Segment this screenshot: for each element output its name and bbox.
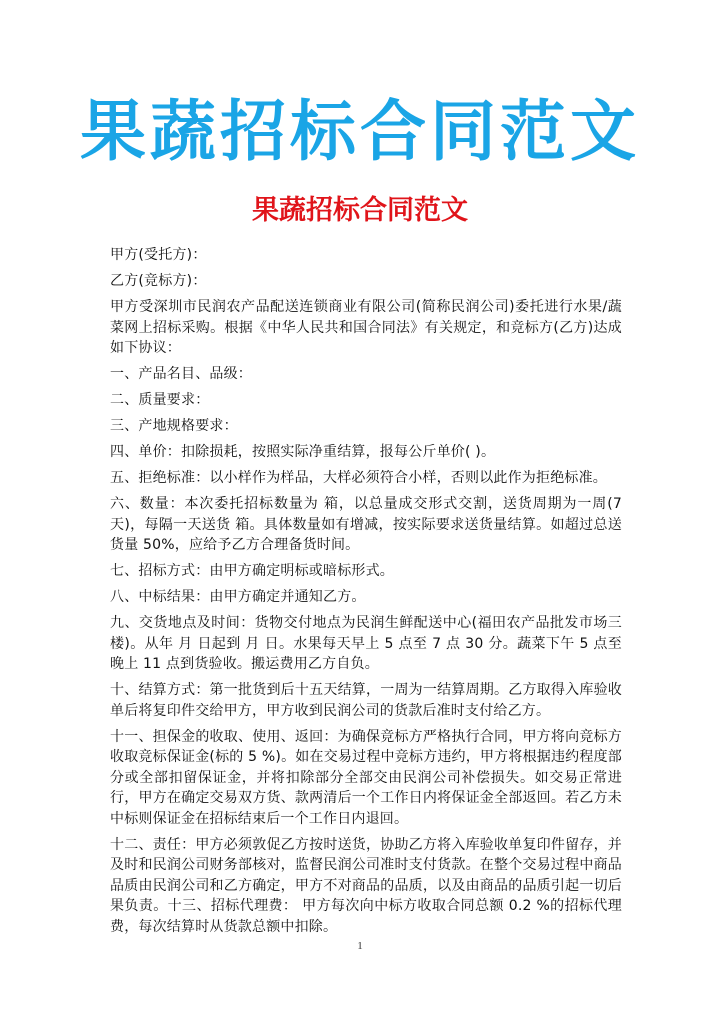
clause-8-bid-result: 八、中标结果：由甲方确定并通知乙方。 <box>110 589 366 605</box>
party-b-line: 乙方(竞标方)： <box>110 273 207 289</box>
clause-11-deposit: 十一、担保金的收取、使用、返回：为确保竞标方严格执行合同，甲方将向竞标方收取竞标保证金(标的 5 %)。如在交易过程中竞标方违约，甲方将根据违约程度部分或全部扣留保证金，并将扣除部分全部交由民润公司补偿损失。如交易正常进行，甲方在确定交易双方货、款两清后一个工作日内将保证金全部返回。若乙方未中标则保证金在招标结束后一个工作日内退回。 <box>110 728 622 827</box>
clause-4-unit-price: 四、单价：扣除损耗，按照实际净重结算，报每公斤单价( )。 <box>110 444 496 460</box>
preamble-paragraph: 甲方受深圳市民润农产品配送连锁商业有限公司(简称民润公司)委托进行水果/蔬菜网上招标采购。根据《中华人民共和国合同法》有关规定，和竞标方(乙方)达成如下协议： <box>110 299 622 356</box>
clause-7-bidding-method: 七、招标方式：由甲方确定明标或暗标形式。 <box>110 563 394 579</box>
clause-3-origin-specs: 三、产地规格要求： <box>110 418 238 434</box>
clause-12-13-responsibility-and-fee: 十二、责任：甲方必须敦促乙方按时送货，协助乙方将入库验收单复印件留存，并及时和民润公司财务部核对，监督民润公司准时支付货款。在整个交易过程中商品品质由民润公司和乙方确定，甲方不对商品的品质，以及由商品的品质引起一切后果负责。十三、招标代理费： 甲方每次向中标方收取合同总额 0.2 %的招标代理费，每次结算时从货款总额中扣除。 <box>110 836 622 935</box>
banner-title: 果蔬招标合同范文 <box>80 93 640 170</box>
clause-5-rejection-standard: 五、拒绝标准：以小样作为样品，大样必须符合小样，否则以此作为拒绝标准。 <box>110 470 607 486</box>
clause-9-delivery: 九、交货地点及时间：货物交付地点为民润生鲜配送中心(福田农产品批发市场三楼)。从年 月 日起到 月 日。水果每天早上 5 点至 7 点 30 分。蔬菜下午 5 点至晚上 11 点到货验收。搬运费用乙方自负。 <box>110 615 622 672</box>
clause-6-quantity: 六、数量：本次委托招标数量为 箱，以总量成交形式交割，送货周期为一周(7天)，每隔一天送货 箱。具体数量如有增减，按实际要求送货量结算。如超过总送货量 50%，应给予乙方合理备货时间。 <box>110 496 622 553</box>
document-title: 果蔬招标合同范文 <box>252 195 468 226</box>
party-a-line: 甲方(受托方)： <box>110 247 207 263</box>
document-body <box>110 245 622 943</box>
clause-2-quality: 二、质量要求： <box>110 392 210 408</box>
page-number: 1 <box>357 940 363 952</box>
clause-10-settlement: 十、结算方式：第一批货到后十五天结算，一周为一结算周期。乙方取得入库验收单后将复印件交给甲方，甲方收到民润公司的货款后准时支付给乙方。 <box>110 682 622 719</box>
clause-1-product-items: 一、产品名目、品级： <box>110 366 252 382</box>
